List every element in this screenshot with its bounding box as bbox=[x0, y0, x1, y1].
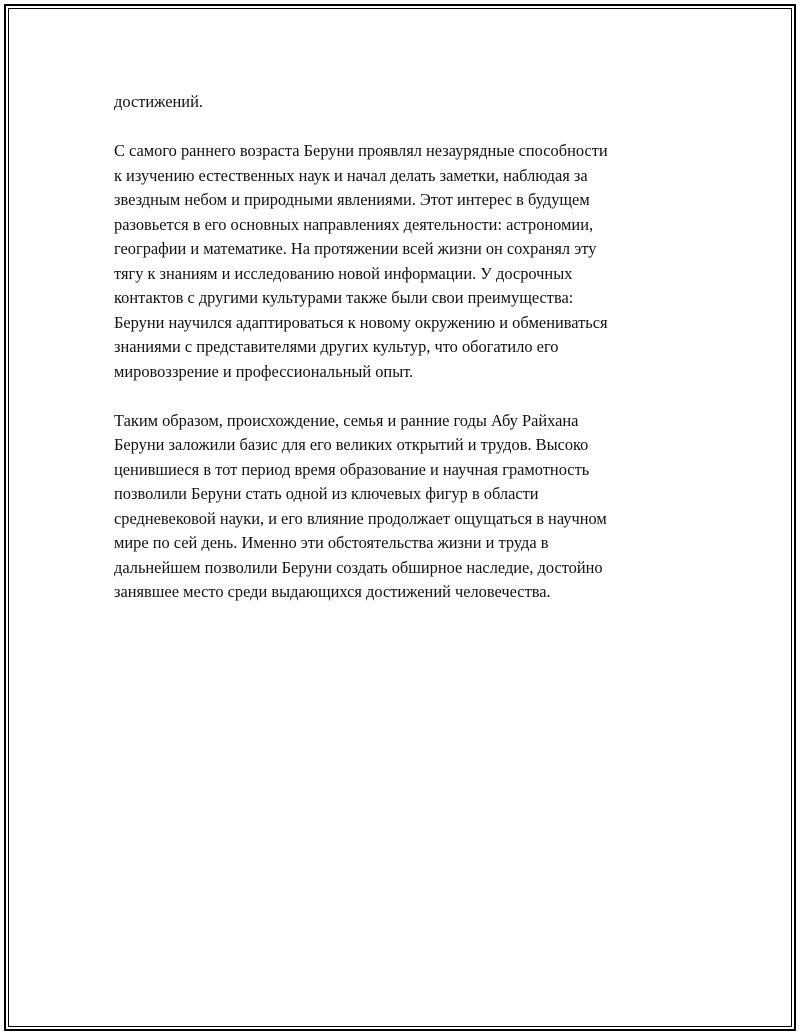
text-line: ценившиеся в тот период время образование и научная грамотность bbox=[114, 459, 590, 479]
text-line: дальнейшем позволили Беруни создать обширное наследие, достойно bbox=[114, 557, 603, 577]
text-line: контактов с другими культурами также были свои преимущества: bbox=[114, 288, 574, 307]
text-line: средневековой науки, и его влияние продолжает ощущаться в научном bbox=[114, 508, 607, 528]
text-line: Беруни заложили базис для его великих открытий и трудов. Высоко bbox=[114, 435, 589, 454]
text-line: знаниями с представителями других культур, что обогатило его bbox=[114, 337, 559, 356]
text-line: мировоззрение и профессиональный опыт. bbox=[114, 361, 414, 381]
text-line: Таким образом, происхождение, семья и ранние годы Абу Райхана bbox=[114, 410, 579, 430]
text-line: разовьется в его основных направлениях деятельности: астрономии, bbox=[114, 214, 594, 234]
text-line: С самого раннего возраста Беруни проявлял незаурядные способности bbox=[114, 141, 608, 160]
paragraph-3 bbox=[114, 409, 684, 605]
text-line: к изучению естественных наук и начал делать заметки, наблюдая за bbox=[114, 165, 588, 185]
document-body bbox=[114, 90, 684, 629]
text-line: занявшее место среди выдающихся достижений человечества. bbox=[114, 582, 551, 601]
text-line: Беруни научился адаптироваться к новому окружению и обмениваться bbox=[114, 312, 608, 332]
text-line: мире по сей день. Именно эти обстоятельства жизни и труда в bbox=[114, 533, 549, 552]
text-line: тягу к знаниям и исследованию новой информации. У досрочных bbox=[114, 263, 573, 283]
text-line: позволили Беруни стать одной из ключевых фигур в области bbox=[114, 484, 539, 503]
paragraph-1 bbox=[114, 90, 684, 115]
text-line: достижений. bbox=[114, 92, 203, 111]
text-line: географии и математике. На протяжении всей жизни он сохранял эту bbox=[114, 239, 597, 258]
paragraph-2 bbox=[114, 139, 684, 384]
text-line: звездным небом и природными явлениями. Этот интерес в будущем bbox=[114, 190, 590, 209]
